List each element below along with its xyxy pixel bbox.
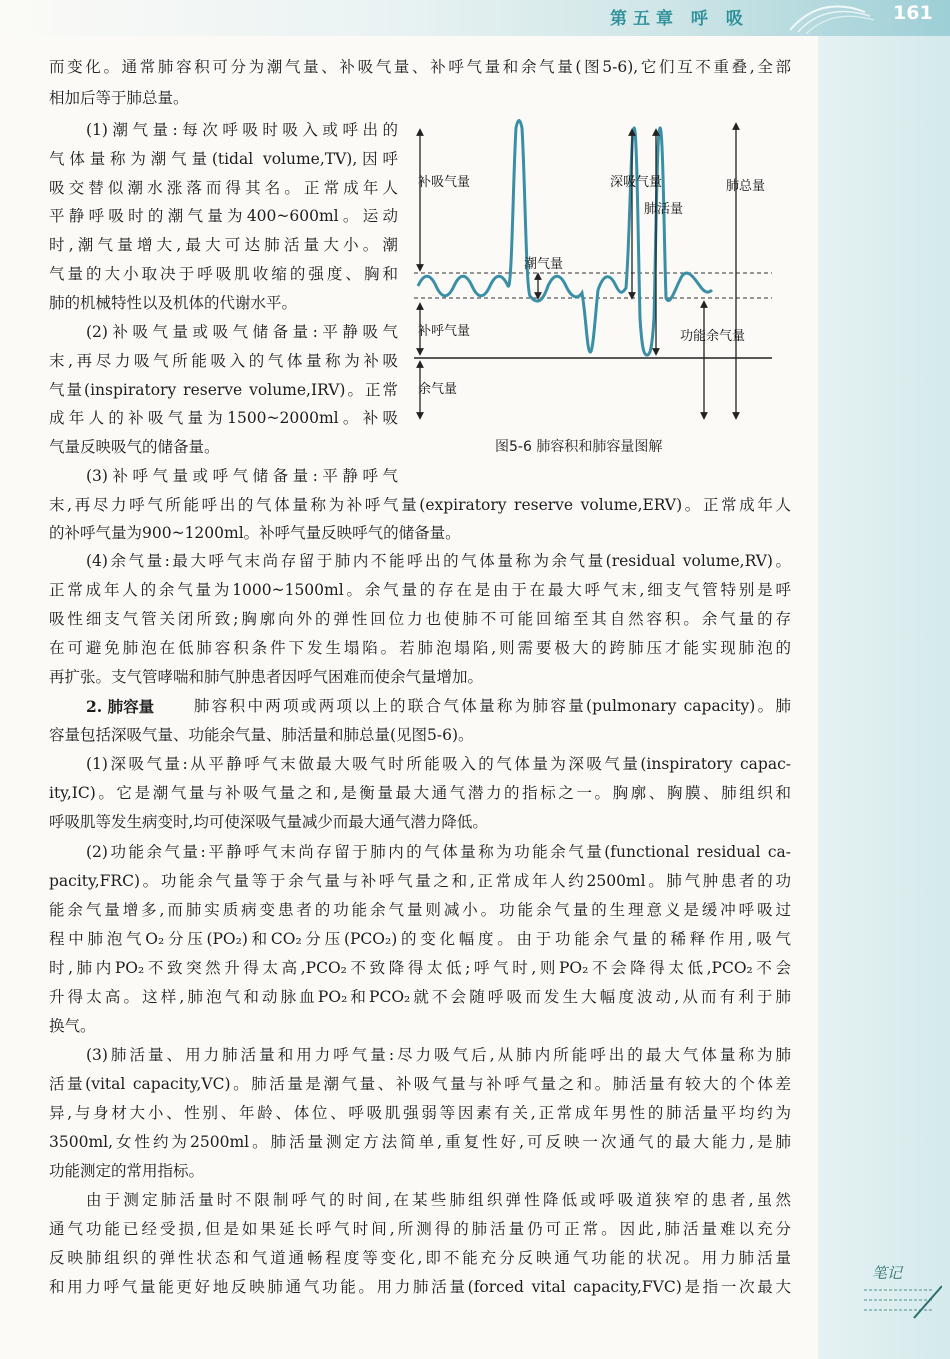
text-line: 程中肺泡气O₂分压(PO₂)和CO₂分压(PCO₂)的变化幅度。由于功能余气量的稀释作用,吸气 xyxy=(49,930,791,948)
ic-label: 深吸气量 xyxy=(610,175,663,190)
text-line: 功能测定的常用指标。 xyxy=(49,1162,205,1180)
text-line: pacity,FRC)。功能余气量等于余气量与补呼气量之和,正常成年人约2500ml。肺气肿患者的功 xyxy=(49,872,791,890)
text-line: 的补呼气量为900~1200ml。补呼气量反映呼气的储备量。 xyxy=(49,524,461,542)
breathing-trace xyxy=(418,121,712,356)
text-line: 和用力呼气量能更好地反映肺通气功能。用力肺活量(forced vital capacity,FVC)是指一次最大 xyxy=(49,1278,791,1296)
notes-margin xyxy=(818,36,950,1359)
text-line: 能余气量增多,而肺实质病变患者的功能余气量则减小。功能余气量的生理意义是缓冲呼吸过 xyxy=(49,901,791,919)
text-line: ity,IC)。它是潮气量与补吸气量之和,是衡量最大通气潜力的指标之一。胸廓、胸膜、肺组织和 xyxy=(49,784,791,802)
text-line: 再扩张。支气管哮喘和肺气肿患者因呼气困难而使余气量增加。 xyxy=(49,668,484,686)
text-line: (3)补呼气量或呼气储备量:平静呼气 xyxy=(86,467,398,485)
swirl-ornament-icon xyxy=(770,0,880,36)
tv-label: 潮气量 xyxy=(524,257,564,272)
text-line: (2)补吸气量或吸气储备量:平静吸气 xyxy=(86,323,398,341)
text-line: 成年人的补吸气量为1500~2000ml。补吸 xyxy=(49,409,398,427)
text-line: 活量(vital capacity,VC)。肺活量是潮气量、补吸气量与补呼气量之和。肺活量有较大的个体差 xyxy=(49,1075,791,1093)
text-line: 肺容积中两项或两项以上的联合气体量称为肺容量(pulmonary capacity)。肺 xyxy=(194,697,791,715)
lung-volume-diagram xyxy=(414,118,784,430)
text-line: 气量(inspiratory reserve volume,IRV)。正常 xyxy=(49,381,398,399)
text-line: 换气。 xyxy=(49,1017,96,1035)
text-line: (4)余气量:最大呼气末尚存留于肺内不能呼出的气体量称为余气量(residual volume,RV)。 xyxy=(86,552,791,570)
text-line: (2)功能余气量:平静呼气末尚存留于肺内的气体量称为功能余气量(functional residual ca- xyxy=(86,843,791,861)
text-line: (1)深吸气量:从平静呼气末做最大吸气时所能吸入的气体量为深吸气量(inspiratory capac- xyxy=(86,755,791,773)
text-line: 相加后等于肺总量。 xyxy=(49,89,189,107)
text-line: (3)肺活量、用力肺活量和用力呼气量:尽力吸气后,从肺内所能呼出的最大气体量称为肺 xyxy=(86,1046,791,1064)
text-line: 平静呼吸时的潮气量为400~600ml。运动 xyxy=(49,207,398,225)
text-line: 正常成年人的余气量为1000~1500ml。余气量的存在是由于在最大呼气末,细支气管特别是呼 xyxy=(49,581,791,599)
section-heading: 2. 肺容量 xyxy=(86,697,155,716)
text-line: 吸性细支气管关闭所致;胸廓向外的弹性回位力也使肺不可能回缩至其自然容积。余气量的存 xyxy=(49,610,791,628)
notes-lines-icon xyxy=(862,1282,942,1322)
text-line: 异,与身材大小、性别、年龄、体位、呼吸肌强弱等因素有关,正常成年男性的肺活量平均约为 xyxy=(49,1104,791,1122)
text-line: 在可避免肺泡在低肺容积条件下发生塌陷。若肺泡塌陷,则需要极大的跨肺压才能实现肺泡的 xyxy=(49,639,791,657)
text-line: 末,再尽力吸气所能吸入的气体量称为补吸 xyxy=(49,352,398,370)
page-number: 161 xyxy=(893,2,933,24)
text-line: 通气功能已经受损,但是如果延长呼气时间,所测得的肺活量仍可正常。因此,肺活量难以充分 xyxy=(49,1220,791,1238)
erv-label: 补呼气量 xyxy=(418,324,471,339)
vc-label: 肺活量 xyxy=(644,202,684,217)
text-line: 升得太高。这样,肺泡气和动脉血PO₂和PCO₂就不会随呼吸而发生大幅度波动,从而有利于肺 xyxy=(49,988,791,1006)
text-line: 而变化。通常肺容积可分为潮气量、补吸气量、补呼气量和余气量(图5-6),它们互不重叠,全部 xyxy=(49,58,791,76)
notes-label: 笔记 xyxy=(872,1264,903,1282)
text-line: 时,潮气量增大,最大可达肺活量大小。潮 xyxy=(49,236,398,254)
tlc-label: 肺总量 xyxy=(726,179,766,194)
text-line: 气量的大小取决于呼吸肌收缩的强度、胸和 xyxy=(49,265,398,283)
text-line: 3500ml,女性约为2500ml。肺活量测定方法简单,重复性好,可反映一次通气的最大能力,是肺 xyxy=(49,1133,791,1151)
irv-label: 补吸气量 xyxy=(418,175,471,190)
text-line: 吸交替似潮水涨落而得其名。正常成年人 xyxy=(49,179,398,197)
chapter-title: 第五章 呼 吸 xyxy=(610,9,749,29)
text-line: 由于测定肺活量时不限制呼气的时间,在某些肺组织弹性降低或呼吸道狭窄的患者,虽然 xyxy=(86,1191,791,1209)
text-line: 气量反映吸气的储备量。 xyxy=(49,438,220,456)
text-line: 反映肺组织的弹性状态和气道通畅程度等变化,即不能充分反映通气功能的状况。用力肺活量 xyxy=(49,1249,791,1267)
text-line: 时,肺内PO₂不致突然升得太高,PCO₂不致降得太低;呼气时,则PO₂不会降得太低,PCO₂不会 xyxy=(49,959,791,977)
rv-label: 余气量 xyxy=(418,382,458,397)
text-line: 呼吸肌等发生病变时,均可使深吸气量减少而最大通气潜力降低。 xyxy=(49,813,488,831)
text-line: 气体量称为潮气量(tidal volume,TV),因呼 xyxy=(49,150,398,168)
text-line: 容量包括深吸气量、功能余气量、肺活量和肺总量(见图5-6)。 xyxy=(49,726,474,744)
figure-caption: 图5-6 肺容积和肺容量图解 xyxy=(495,439,663,455)
text-line: 肺的机械特性以及机体的代谢水平。 xyxy=(49,294,298,312)
text-line: (1)潮气量:每次呼吸时吸入或呼出的 xyxy=(86,121,398,139)
frc-label: 功能余气量 xyxy=(680,329,746,344)
text-line: 末,再尽力呼气所能呼出的气体量称为补呼气量(expiratory reserve volume,ERV)。正常成年人 xyxy=(49,496,791,514)
